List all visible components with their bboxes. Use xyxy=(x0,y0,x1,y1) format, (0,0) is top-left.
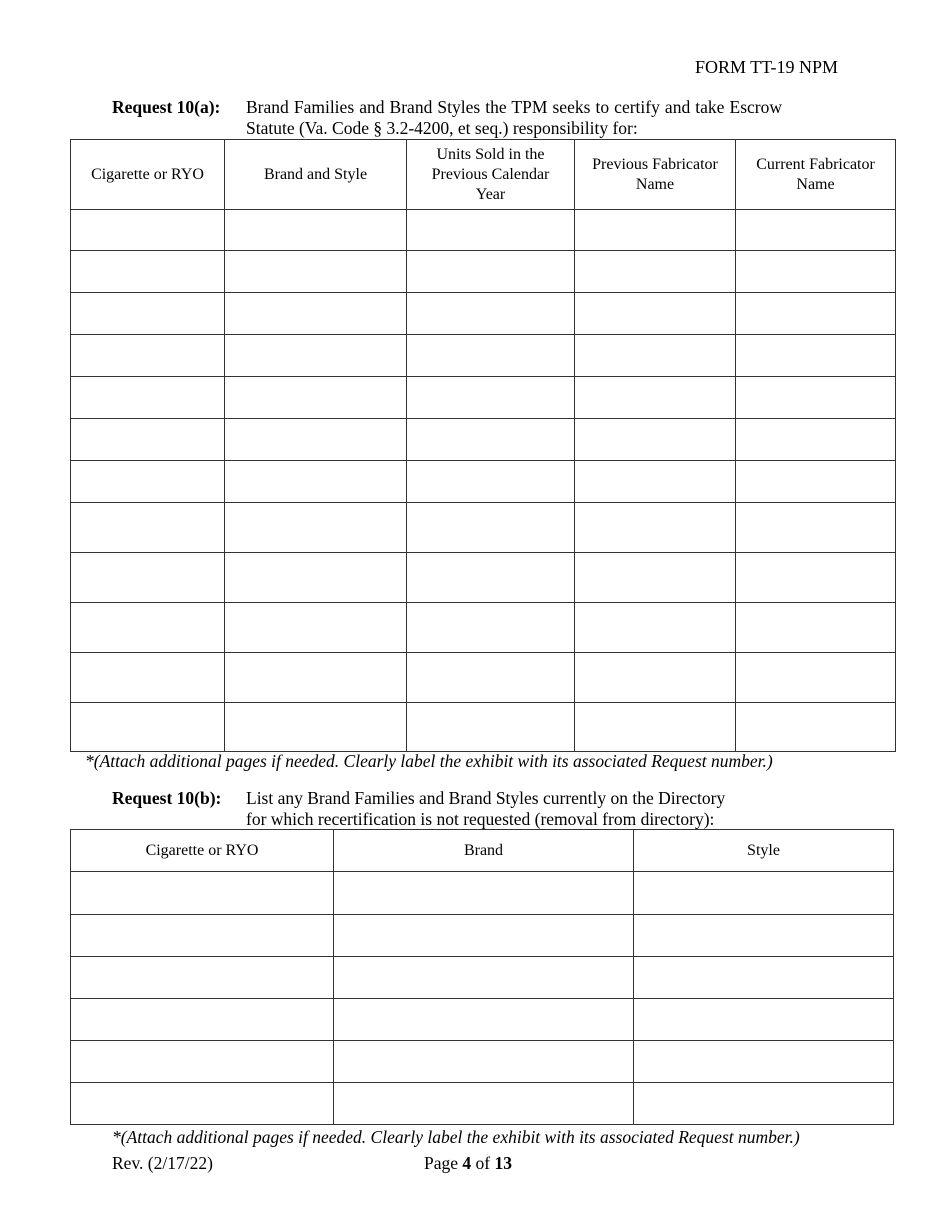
table-cell-blank[interactable] xyxy=(407,461,575,503)
table-cell-blank[interactable] xyxy=(71,703,225,752)
table-cell-blank[interactable] xyxy=(225,703,407,752)
table-row xyxy=(71,1083,894,1125)
table-cell-blank[interactable] xyxy=(71,872,334,915)
table-cell-blank[interactable] xyxy=(71,553,225,603)
table-cell-blank[interactable] xyxy=(736,703,896,752)
table-cell-blank[interactable] xyxy=(634,957,894,999)
table-row xyxy=(71,210,896,251)
table-cell-blank[interactable] xyxy=(225,461,407,503)
request-10b-label: Request 10(b): xyxy=(112,788,222,808)
table-cell-blank[interactable] xyxy=(736,377,896,419)
table-row xyxy=(71,293,896,335)
table-cell-blank[interactable] xyxy=(634,999,894,1041)
table-cell-blank[interactable] xyxy=(736,335,896,377)
page-total: 13 xyxy=(494,1153,512,1173)
column-header-brand-and-style: Brand and Style xyxy=(225,140,407,210)
table-cell-blank[interactable] xyxy=(334,1041,634,1083)
table-cell-blank[interactable] xyxy=(71,419,225,461)
table-cell-blank[interactable] xyxy=(407,251,575,293)
table-row xyxy=(71,915,894,957)
request-10a-label: Request 10(a): xyxy=(112,97,221,117)
table-cell-blank[interactable] xyxy=(407,553,575,603)
table-cell-blank[interactable] xyxy=(407,653,575,703)
table-cell-blank[interactable] xyxy=(71,293,225,335)
column-header-units-sold: Units Sold in the Previous Calendar Year xyxy=(407,140,575,210)
table-cell-blank[interactable] xyxy=(575,703,736,752)
table-cell-blank[interactable] xyxy=(634,915,894,957)
table-cell-blank[interactable] xyxy=(407,293,575,335)
table-cell-blank[interactable] xyxy=(736,603,896,653)
table-row xyxy=(71,999,894,1041)
table-cell-blank[interactable] xyxy=(575,293,736,335)
table-cell-blank[interactable] xyxy=(407,335,575,377)
table-cell-blank[interactable] xyxy=(225,335,407,377)
table-cell-blank[interactable] xyxy=(736,251,896,293)
table-cell-blank[interactable] xyxy=(71,957,334,999)
table-cell-blank[interactable] xyxy=(334,957,634,999)
column-header-cigarette-or-ryo: Cigarette or RYO xyxy=(71,140,225,210)
table-header-row xyxy=(71,830,894,872)
table-cell-blank[interactable] xyxy=(575,653,736,703)
table-cell-blank[interactable] xyxy=(736,293,896,335)
table-cell-blank[interactable] xyxy=(71,915,334,957)
page-of: of xyxy=(475,1153,491,1173)
table-cell-blank[interactable] xyxy=(634,1041,894,1083)
table-cell-blank[interactable] xyxy=(736,210,896,251)
table-cell-blank[interactable] xyxy=(407,377,575,419)
request-10b-text-line2: for which recertification is not requested (removal from directory): xyxy=(246,809,715,829)
table-cell-blank[interactable] xyxy=(575,377,736,419)
revision-date: Rev. (2/17/22) xyxy=(112,1153,213,1173)
request-10b-text xyxy=(246,788,806,830)
table-cell-blank[interactable] xyxy=(71,461,225,503)
table-cell-blank[interactable] xyxy=(736,653,896,703)
table-cell-blank[interactable] xyxy=(71,335,225,377)
table-cell-blank[interactable] xyxy=(225,293,407,335)
table-row xyxy=(71,461,896,503)
page-current: 4 xyxy=(462,1153,472,1173)
table-cell-blank[interactable] xyxy=(334,1083,634,1125)
table-cell-blank[interactable] xyxy=(736,553,896,603)
table-cell-blank[interactable] xyxy=(71,251,225,293)
request-10a-text: Brand Families and Brand Styles the TPM seeks to certify and take Escrow Statute (Va. Code § 3.2-4200, et seq.) responsibility for: xyxy=(246,97,782,138)
table-row xyxy=(71,251,896,293)
table-cell-blank[interactable] xyxy=(334,915,634,957)
request-10a-table xyxy=(70,139,896,752)
table-cell-blank[interactable] xyxy=(225,603,407,653)
table-cell-blank[interactable] xyxy=(225,210,407,251)
table-cell-blank[interactable] xyxy=(225,419,407,461)
table-cell-blank[interactable] xyxy=(575,603,736,653)
table-cell-blank[interactable] xyxy=(225,503,407,553)
table-cell-blank[interactable] xyxy=(225,377,407,419)
table-row xyxy=(71,419,896,461)
request-10b-note: *(Attach additional pages if needed. Clearly label the exhibit with its associated Request number.) xyxy=(112,1127,800,1147)
table-cell-blank[interactable] xyxy=(407,503,575,553)
page-number xyxy=(424,1153,512,1174)
table-cell-blank[interactable] xyxy=(225,553,407,603)
table-row xyxy=(71,653,896,703)
form-id: FORM TT-19 NPM xyxy=(694,57,838,77)
table-cell-blank[interactable] xyxy=(334,999,634,1041)
column-header-brand: Brand xyxy=(334,830,634,872)
table-cell-blank[interactable] xyxy=(575,210,736,251)
request-10a-note: *(Attach additional pages if needed. Clearly label the exhibit with its associated Request number.) xyxy=(85,751,773,771)
table-cell-blank[interactable] xyxy=(71,603,225,653)
column-header-previous-fabricator: Previous Fabricator Name xyxy=(575,140,736,210)
table-row xyxy=(71,503,896,553)
column-header-current-fabricator: Current Fabricator Name xyxy=(736,140,896,210)
table-cell-blank[interactable] xyxy=(407,703,575,752)
table-cell-blank[interactable] xyxy=(575,335,736,377)
table-row xyxy=(71,957,894,999)
table-cell-blank[interactable] xyxy=(575,553,736,603)
table-cell-blank[interactable] xyxy=(634,1083,894,1125)
table-cell-blank[interactable] xyxy=(225,653,407,703)
table-cell-blank[interactable] xyxy=(634,872,894,915)
request-10b-table xyxy=(70,829,894,1125)
table-cell-blank[interactable] xyxy=(575,419,736,461)
column-header-cigarette-or-ryo: Cigarette or RYO xyxy=(71,830,334,872)
table-cell-blank[interactable] xyxy=(71,503,225,553)
table-cell-blank[interactable] xyxy=(71,999,334,1041)
table-cell-blank[interactable] xyxy=(407,603,575,653)
table-header-row xyxy=(71,140,896,210)
column-header-style: Style xyxy=(634,830,894,872)
page-prefix: Page xyxy=(424,1153,459,1173)
request-10b-text-line1: List any Brand Families and Brand Styles currently on the Directory xyxy=(246,788,726,808)
table-row xyxy=(71,377,896,419)
table-row xyxy=(71,1041,894,1083)
table-cell-blank[interactable] xyxy=(575,251,736,293)
table-cell-blank[interactable] xyxy=(225,251,407,293)
table-row xyxy=(71,872,894,915)
table-cell-blank[interactable] xyxy=(71,653,225,703)
table-row xyxy=(71,335,896,377)
table-row xyxy=(71,603,896,653)
table-cell-blank[interactable] xyxy=(71,210,225,251)
table-cell-blank[interactable] xyxy=(71,1041,334,1083)
table-cell-blank[interactable] xyxy=(71,377,225,419)
table-cell-blank[interactable] xyxy=(407,210,575,251)
table-cell-blank[interactable] xyxy=(575,461,736,503)
table-cell-blank[interactable] xyxy=(575,503,736,553)
table-row xyxy=(71,553,896,603)
table-cell-blank[interactable] xyxy=(736,419,896,461)
table-cell-blank[interactable] xyxy=(334,872,634,915)
table-row xyxy=(71,703,896,752)
table-cell-blank[interactable] xyxy=(736,461,896,503)
table-cell-blank[interactable] xyxy=(736,503,896,553)
table-cell-blank[interactable] xyxy=(71,1083,334,1125)
table-cell-blank[interactable] xyxy=(407,419,575,461)
